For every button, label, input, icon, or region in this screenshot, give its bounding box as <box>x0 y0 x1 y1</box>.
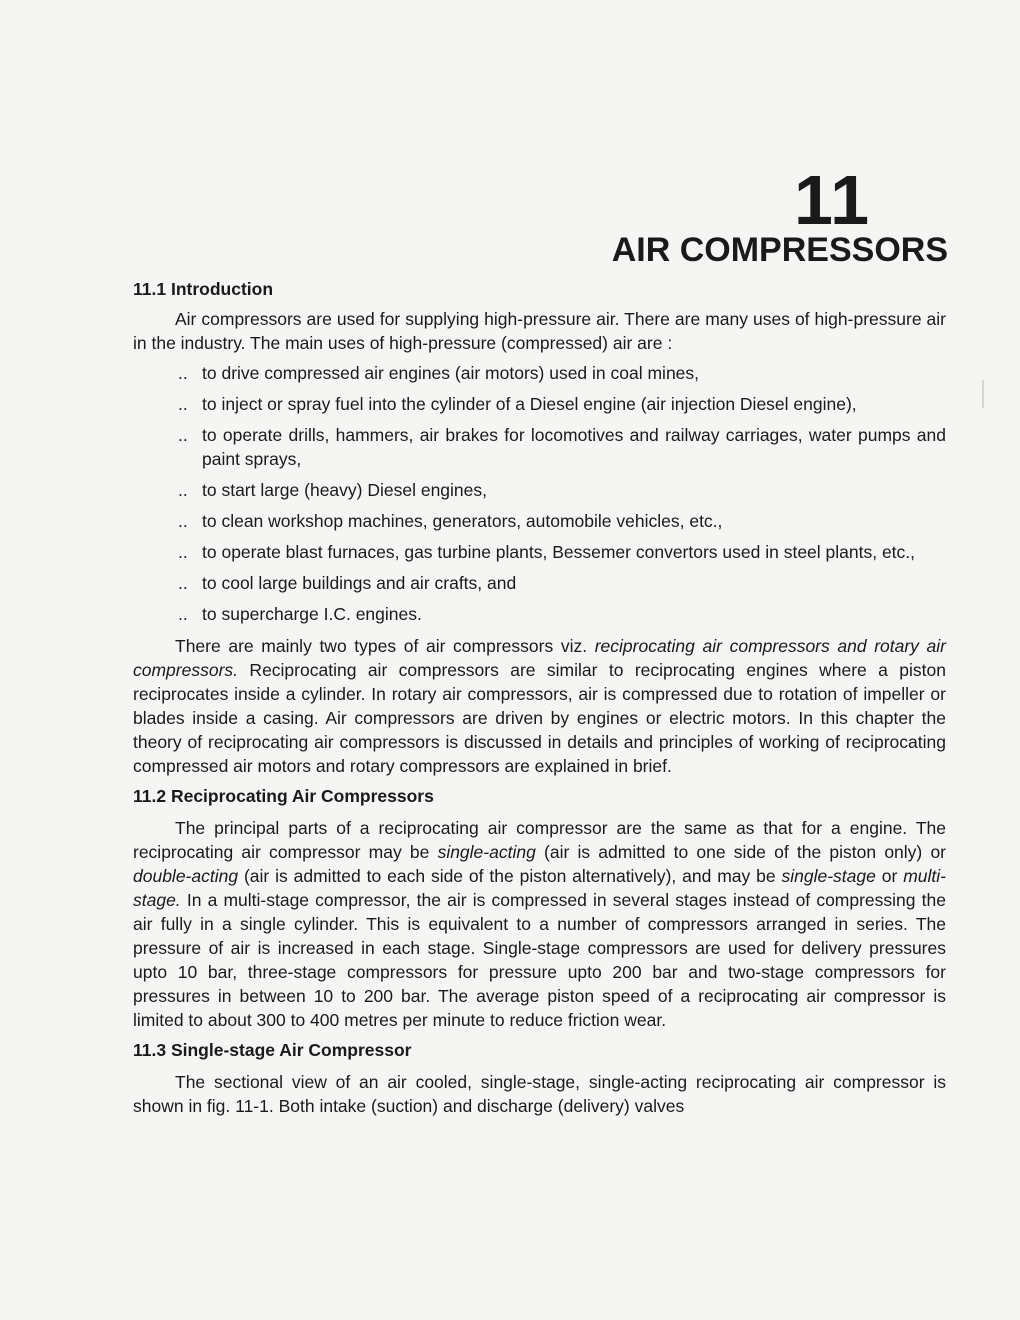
single-stage-paragraph: The sectional view of an air cooled, single-stage, single-acting reciprocating air compressor is shown in fig. 11-1. Both intake (suction) and discharge (delivery) valves <box>133 1072 946 1116</box>
bullet-marker: .. <box>178 573 188 593</box>
list-item-text: to start large (heavy) Diesel engines, <box>202 480 487 500</box>
list-item-text: to operate drills, hammers, air brakes for locomotives and railway carriages, water pumps and paint sprays, <box>202 425 946 469</box>
list-item <box>133 571 946 595</box>
scan-artifact <box>982 380 984 408</box>
bullet-marker: .. <box>178 394 188 414</box>
section-heading-reciprocating: 11.2 Reciprocating Air Compressors <box>133 786 434 806</box>
list-item-text: to inject or spray fuel into the cylinder of a Diesel engine (air injection Diesel engine), <box>202 394 857 414</box>
list-item-text: to clean workshop machines, generators, automobile vehicles, etc., <box>202 511 723 531</box>
bullet-marker: .. <box>178 542 188 562</box>
emphasis-multi-stage: multi-stage. <box>133 866 946 910</box>
list-item <box>133 540 946 564</box>
bullet-marker: .. <box>178 511 188 531</box>
list-item <box>133 361 946 385</box>
list-item-text: to cool large buildings and air crafts, and <box>202 573 517 593</box>
list-item-text: to supercharge I.C. engines. <box>202 604 422 624</box>
section-heading-single-stage: 11.3 Single-stage Air Compressor <box>133 1040 412 1060</box>
chapter-title: AIR COMPRESSORS <box>611 231 948 269</box>
uses-list <box>133 361 946 626</box>
list-item <box>133 392 946 416</box>
list-item <box>133 509 946 533</box>
list-item-text: to drive compressed air engines (air motors) used in coal mines, <box>202 363 700 383</box>
intro-paragraph: Air compressors are used for supplying high-pressure air. There are many uses of high-pressure air in the industry. The main uses of high-pressure (compressed) air are : <box>133 309 946 353</box>
section-heading-introduction: 11.1 Introduction <box>133 279 274 299</box>
list-item <box>133 602 946 626</box>
bullet-marker: .. <box>178 480 188 500</box>
emphasis-single-acting: single-acting <box>437 842 536 862</box>
bullet-marker: .. <box>178 604 188 624</box>
chapter-body <box>133 277 946 1118</box>
reciprocating-paragraph: The principal parts of a reciprocating air compressor are the same as that for a engine. The reciprocating air compressor may be single-acting (air is admitted to one side of the piston only) or double-acting (air is admitted to each side of the piston alternatively), and may be single-stage or multi-stage. In a multi-stage compressor, the air is compressed in several stages instead of compressing the air fully in a single cylinder. This is equivalent to a number of compressors arranged in series. The pressure of air is increased in each stage. Single-stage compressors are used for delivery pressures upto 10 bar, three-stage compressors for pressure upto 200 bar and two-stage compressors for pressures in between 10 to 200 bar. The average piston speed of a reciprocating air compressor is limited to about 300 to 400 metres per minute to reduce friction wear. <box>133 818 946 1030</box>
bullet-marker: .. <box>178 425 188 445</box>
emphasis-double-acting: double-acting <box>133 866 239 886</box>
emphasis-compressor-types: reciprocating air compressors and rotary air compressors. <box>133 636 946 680</box>
bullet-marker: .. <box>178 363 188 383</box>
emphasis-single-stage: single-stage <box>781 866 876 886</box>
chapter-number: 11 <box>794 161 870 239</box>
list-item <box>133 423 946 471</box>
list-item-text: to operate blast furnaces, gas turbine plants, Bessemer convertors used in steel plants, etc., <box>202 542 916 562</box>
list-item <box>133 478 946 502</box>
types-paragraph: There are mainly two types of air compressors viz. reciprocating air compressors and rotary air compressors. Reciprocating air compressors are similar to reciprocating engines where a piston reciprocates inside a cylinder. In rotary air compressors, air is compressed due to rotation of impeller or blades inside a casing. Air compressors are driven by engines or electric motors. In this chapter the theory of reciprocating air compressors is discussed in details and principles of working of reciprocating compressed air motors and rotary compressors are explained in brief. <box>133 636 946 776</box>
